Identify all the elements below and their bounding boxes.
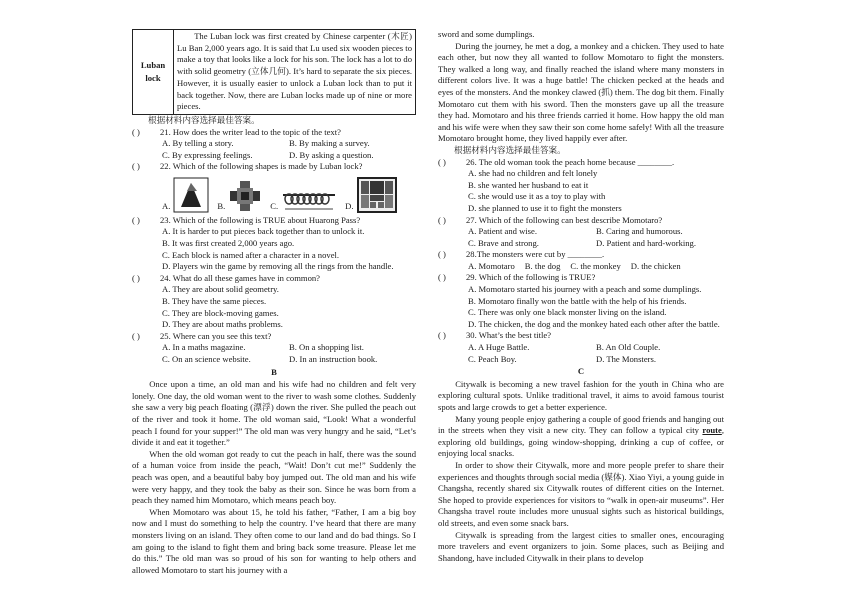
option-d: D. [345, 201, 354, 212]
options-23 [132, 226, 416, 272]
option-d: D. she planned to use it to fight the monsters [468, 202, 622, 213]
option-a: A. By telling a story. [162, 138, 234, 149]
question-text: 25. Where can you see this text? [160, 330, 272, 341]
option-d: D. By asking a question. [289, 149, 374, 160]
question-29 [438, 272, 724, 284]
option-d: D. the chicken [630, 260, 681, 271]
question-25 [132, 331, 416, 343]
option-a: A. A Huge Battle. [468, 342, 530, 353]
option-c: C. They are block-moving games. [162, 307, 279, 318]
option-d: D. The chicken, the dog and the monkey hated each other after the battle. [468, 318, 720, 329]
option-d: D. They are about maths problems. [162, 319, 283, 330]
passage-c-paragraph-3: In order to show their Citywalk, more and more people prefer to share their experiences and thoughts through social media (媒体). Xiao Yiyi, a young guide in Changsha, recently shared six Citywalk routes of different cities on the Internet. She hoped to provide experiences for visitors to “walk in open-air museums”. Her Changsha travel route includes more unusual sights such as historical buildings, old streets, and even some snack bars. [438, 459, 724, 528]
option-c: C. she would use it as a toy to play with [468, 191, 606, 202]
question-22 [132, 161, 416, 173]
option-a: A. she had no children and felt lonely [468, 168, 598, 179]
options-26 [438, 168, 724, 214]
question-text: 29. Which of the following is TRUE? [466, 272, 596, 283]
options-21 [132, 138, 416, 161]
options-30 [438, 342, 724, 365]
luban-lock-image [228, 179, 262, 213]
huarong-pass-image [357, 177, 397, 213]
option-a: A. [162, 201, 171, 212]
section-b-heading: B [271, 366, 277, 377]
tangram-image [173, 177, 209, 213]
answer-blank[interactable]: ( ) [132, 161, 140, 172]
option-d: D. The Monsters. [596, 353, 656, 364]
option-b: B. Momotaro finally won the battle with the help of his friends. [468, 295, 687, 306]
luban-lock-label: Luban lock [133, 30, 174, 115]
passage-b-paragraph-1: Once upon a time, an old man and his wife had no children and felt very lonely. One day, the old woman went to the river to wash some clothes. Suddenly she saw a very big peach floating (漂浮) down the river. She pulled the peach out of the river and took it home. The old woman said, “Look! What a wonderful peach I found for your supper!” The old man was very hungry and he said, “Let’s divide it and eat it together.” [132, 379, 416, 448]
options-27 [438, 226, 724, 249]
option-a: A. In a maths magazine. [162, 342, 246, 353]
left-column [132, 0, 416, 576]
option-a: A. It is harder to put pieces back together than to unlock it. [162, 226, 365, 237]
passage-c-paragraph-1: Citywalk is becoming a new travel fashion for the youth in China who are exploring cultural spots. Unlike traditional travel, it aims to avoid famous tourist spots and large crowds to get a better experience. [438, 378, 724, 412]
answer-blank[interactable]: ( ) [132, 214, 140, 225]
question-21 [132, 127, 416, 139]
question-24 [132, 273, 416, 285]
option-d: D. Patient and hard-working. [596, 237, 696, 248]
question-28 [438, 249, 724, 261]
question-30 [438, 330, 724, 342]
answer-blank[interactable]: ( ) [438, 156, 446, 167]
answer-blank[interactable]: ( ) [438, 214, 446, 225]
question-text: 26. The old woman took the peach home because ________. [466, 156, 675, 167]
option-d: D. In an instruction book. [289, 354, 378, 365]
passage-b-paragraph-4: During the journey, he met a dog, a monkey and a chicken. They used to hate each other, but now they all wanted to follow Momotaro to fight the monsters. They walked a long way, and finally reached the island where many monsters in different colors live. It was a huge battle! The chicken pecked at the heads and eyes of the monsters. And the monkey clawed (抓) them. The dog bit them. Finally Momotaro cut them with his sword. Then the monsters gave up all the treasure they had. Momotaro and his three friends carried it home. How happy the old man and his wife were when they saw their son come home safely! With all the treasure Momotaro brought home, they lived happily ever after. [438, 40, 724, 144]
option-b: B. On a shopping list. [289, 342, 364, 353]
option-a: A. Patient and wise. [468, 226, 537, 237]
options-25 [132, 342, 416, 365]
question-text: 23. Which of the following is TRUE about Huarong Pass? [160, 214, 361, 225]
option-a: A. They are about solid geometry. [162, 284, 279, 295]
option-b: B. [217, 201, 226, 212]
luban-lock-table [132, 29, 416, 115]
answer-blank[interactable]: ( ) [132, 330, 140, 341]
option-b: B. They have the same pieces. [162, 296, 267, 307]
question-26 [438, 157, 724, 169]
luban-lock-text: The Luban lock was first created by Chinese carpenter (木匠) Lu Ban 2,000 years ago. It is said that Lu used six wooden pieces to make a toy that looks like a lock for his son. The lock has a lot to do with solid geometry (立体几何). It’s hard to separate the six pieces. However, it is usually easier to unlock a Luban lock than to put it back together. Now, there are Luban locks made up of nine or more pieces. [174, 30, 416, 115]
passage-b-paragraph-3: When Momotaro was about 15, he told his father, “Father, I am a big boy now and I must do something to help the country. I’ve heard that there are many monsters living on an island. They often come to our land and do bad things. So I am going to the island to fight them and bring back some treasure. Please let me do this.” The old man was so proud of his son for wanting to help others and allowed Momotaro to start his journey with a [132, 506, 416, 575]
question-text: 22. Which of the following shapes is made by Luban lock? [160, 161, 363, 172]
question-text: 30. What’s the best title? [466, 330, 552, 341]
question-23 [132, 215, 416, 227]
option-b: B. Caring and humorous. [596, 226, 683, 237]
question-27 [438, 215, 724, 227]
nine-rings-image [281, 187, 337, 213]
answer-blank[interactable]: ( ) [438, 330, 446, 341]
passage-c-paragraph-2: Many young people enjoy gathering a couple of good friends and hanging out in the streets when they visit a new city. They can follow a typical city route, exploring old buildings, going window-shopping, drinking a cup of coffee, or enjoying local snacks. [438, 413, 724, 459]
options-28 [438, 261, 724, 273]
option-c: C. Each block is named after a character in a novel. [162, 249, 340, 260]
option-b: B. By making a survey. [289, 138, 370, 149]
option-b: B. the dog [524, 260, 561, 271]
question-text: 24. What do all these games have in common? [160, 272, 320, 283]
option-b: B. she wanted her husband to eat it [468, 179, 589, 190]
passage-b-paragraph-2: When the old woman got ready to cut the peach in half, there was the sound of a human voice from inside the peach, “Wait! Don’t cut me!” Suddenly the peach was open, and a beautiful baby boy jumped out. The old man and his wife were very happy, and they took the baby as their son. Since he was born from a peach they named him Momotaro, which means peach boy. [132, 448, 416, 506]
underlined-word: route [702, 425, 722, 436]
question-text: 27. Which of the following can best describe Momotaro? [466, 214, 663, 225]
option-b: B. It was first created 2,000 years ago. [162, 238, 295, 249]
option-c: C. There was only one black monster living on the island. [468, 307, 667, 318]
option-a: A. Momotaro [468, 260, 515, 271]
answer-blank[interactable]: ( ) [438, 249, 446, 260]
option-b: B. An Old Couple. [596, 342, 661, 353]
options-29 [438, 284, 724, 330]
question-text: 28.The monsters were cut by ________. [466, 249, 605, 260]
option-c: C. the monkey [570, 260, 621, 271]
answer-blank[interactable]: ( ) [132, 126, 140, 137]
options-22-images [132, 175, 416, 213]
option-c: C. [270, 201, 279, 212]
option-c: C. Brave and strong. [468, 237, 539, 248]
option-c: C. On an science website. [162, 354, 251, 365]
option-a: A. Momotaro started his journey with a peach and some dumplings. [468, 284, 702, 295]
option-c: C. Peach Boy. [468, 353, 517, 364]
section-c-heading: C [577, 366, 585, 377]
question-text: 21. How does the writer lead to the topic of the text? [160, 126, 341, 137]
answer-blank[interactable]: ( ) [438, 272, 446, 283]
options-24 [132, 284, 416, 330]
passage-b-paragraph-3-continued: sword and some dumplings. [438, 29, 535, 39]
instruction-a: 根据材料内容选择最佳答案。 [148, 114, 260, 125]
passage-c-paragraph-4: Citywalk is spreading from the largest cities to smaller ones, encouraging more travelers and event organizers to join. Some places, such as Beijing and Shandong, have included Citywalk in their plans to develop [438, 529, 724, 563]
option-c: C. By expressing feelings. [162, 149, 253, 160]
answer-blank[interactable]: ( ) [132, 272, 140, 283]
option-d: D. Players win the game by removing all the rings from the handle. [162, 261, 394, 272]
instruction-b: 根据材料内容选择最佳答案。 [454, 144, 566, 155]
right-column [438, 29, 724, 564]
